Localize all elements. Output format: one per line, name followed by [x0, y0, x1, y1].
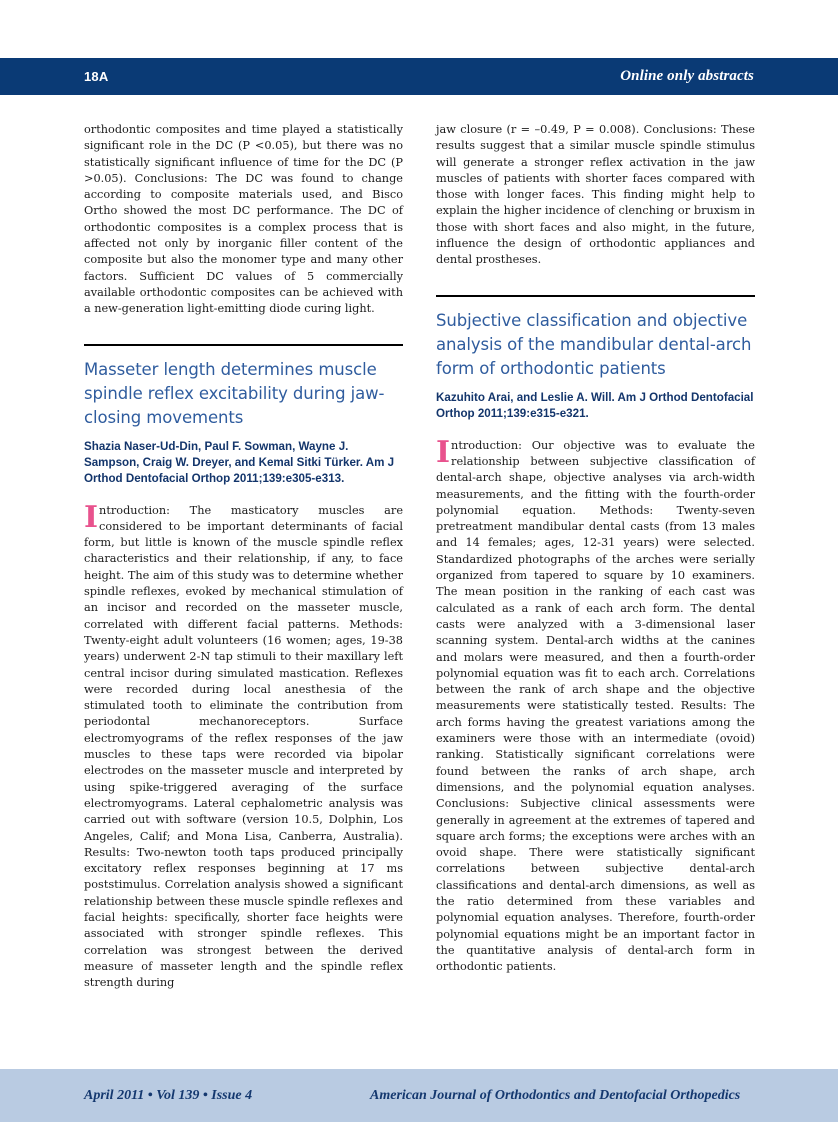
- right-column: [436, 122, 755, 1042]
- footer-journal-name: American Journal of Orthodontics and Dentofacial Orthopedics: [370, 1087, 741, 1103]
- article-separator-rule: [84, 344, 403, 346]
- abstract-text: ntroduction: The masticatory muscles are considered to be important determinants of facial form, but little is known of the muscle spindle reflex characteristics and their relationship, if any, to face height. The aim of this study was to determine whether spindle reflexes, evoked by mechanical stimulation of an incisor and recorded on the masseter muscle, correlated with different facial patterns. Methods: Twenty-eight adult volunteers (16 women; ages, 19-38 years) underwent 2-N tap stimuli to their maxillary left central incisor during simulated mastication. Reflexes were recorded during local anesthesia of the stimulated tooth to eliminate the contribution from periodontal mechanoreceptors. Surface electromyograms of the reflex responses of the jaw muscles to these taps were recorded via bipolar electrodes on the masseter muscle and interpreted by using spike-triggered averaging of the surface electromyograms. Lateral cephalometric analysis was carried out with software (version 10.5, Dolphin, Los Angeles, Calif; and Mona Lisa, Canberra, Australia). Results: Two-newton tooth taps produced principally excitatory reflex responses beginning at 17 ms poststimulus. Correlation analysis showed a significant relationship between these muscle spindle reflexes and facial heights: specifically, shorter face heights were associated with stronger spindle reflexes. This correlation was strongest between the derived measure of masseter length and the spindle reflex strength during: [84, 503, 403, 990]
- page-footer-bar: [0, 1069, 838, 1122]
- article-title: Masseter length determines muscle spindle reflex excitability during jaw-closing movements: [84, 359, 385, 427]
- drop-cap-letter: I: [436, 434, 451, 470]
- article-authors-citation: Shazia Naser-Ud-Din, Paul F. Sowman, Wayne J. Sampson, Craig W. Dreyer, and Kemal Sitki Türker. Am J Orthod Dentofacial Orthop 2011;139:e305-e313.: [84, 439, 395, 485]
- left-column: [84, 122, 403, 1042]
- right-abstract-paragraph: [436, 434, 755, 976]
- left-continued-paragraph: orthodontic composites and time played a statistically significant role in the DC (P <0.05), but there was no statistically significant influence of time for the DC (P >0.05). Conclusions: The DC was found to change according to composite materials used, and Bisco Ortho showed the most DC performance. The DC of orthodontic composites is a complex process that is affected not only by inorganic filler content of the composite but also the monomer type and many other factors. Sufficient DC values of 5 commercially available orthodontic composites can be achieved with a new-generation light-emitting diode curing light.: [84, 123, 403, 316]
- abstract-text: ntroduction: Our objective was to evaluate the relationship between subjective classification of dental-arch shape, objective analyses via arch-width measurements, and the fitting with the fourth-order polynomial equation. Methods: Twenty-seven pretreatment mandibular dental casts (from 13 males and 14 females; ages, 12-31 years) were selected. Standardized photographs of the arches were serially organized from tapered to square by 10 examiners. The mean position in the ranking of each cast was calculated as a rank of each arch form. The dental casts were analyzed with a 3-dimensional laser scanning system. Dental-arch widths at the canines and molars were measured, and then a fourth-order polynomial equation was fit to each arch. Correlations between the rank of arch shape and the objective measurements were statistically tested. Results: The arch forms having the greatest variations among the examiners were those with an intermediate (ovoid) ranking. Statistically significant correlations were found between the ranks of arch shape, arch dimensions, and the polynomial equation analyses. Conclusions: Subjective clinical assessments were generally in agreement at the extremes of tapered and square arch forms; the exceptions were arches with an ovoid shape. There were statistically significant correlations between subjective dental-arch classifications and dental-arch dimensions, as well as the ratio determined from these variables and polynomial equation analyses. Therefore, fourth-order polynomial equations might be an important factor in the quantitative analysis of dental-arch form in orthodontic patients.: [436, 438, 755, 974]
- running-head-title: Online only abstracts: [620, 68, 754, 84]
- left-article-heading: [84, 344, 403, 487]
- drop-cap-letter: I: [84, 499, 99, 535]
- right-continued-paragraph: jaw closure (r = –0.49, P = 0.008). Conclusions: These results suggest that a similar muscle spindle stimulus will generate a stronger reflex activation in the jaw muscles of patients with shorter faces compared with those with longer faces. This finding might help to explain the higher incidence of clenching or bruxism in those with short faces and also might, in the future, influence the design of orthodontic appliances and dental prostheses.: [436, 123, 755, 267]
- right-article-heading: [436, 295, 755, 422]
- left-abstract-paragraph: [84, 499, 403, 992]
- page-body: [84, 122, 756, 1042]
- page-folio: 18A: [84, 69, 109, 84]
- article-separator-rule: [436, 295, 755, 297]
- article-title: Subjective classification and objective analysis of the mandibular dental-arch form of orthodontic patients: [436, 310, 752, 378]
- footer-issue-line: April 2011 • Vol 139 • Issue 4: [84, 1087, 253, 1103]
- running-head-bar: [0, 58, 838, 95]
- article-authors-citation: Kazuhito Arai, and Leslie A. Will. Am J Orthod Dentofacial Orthop 2011;139:e315-e321.: [436, 390, 754, 420]
